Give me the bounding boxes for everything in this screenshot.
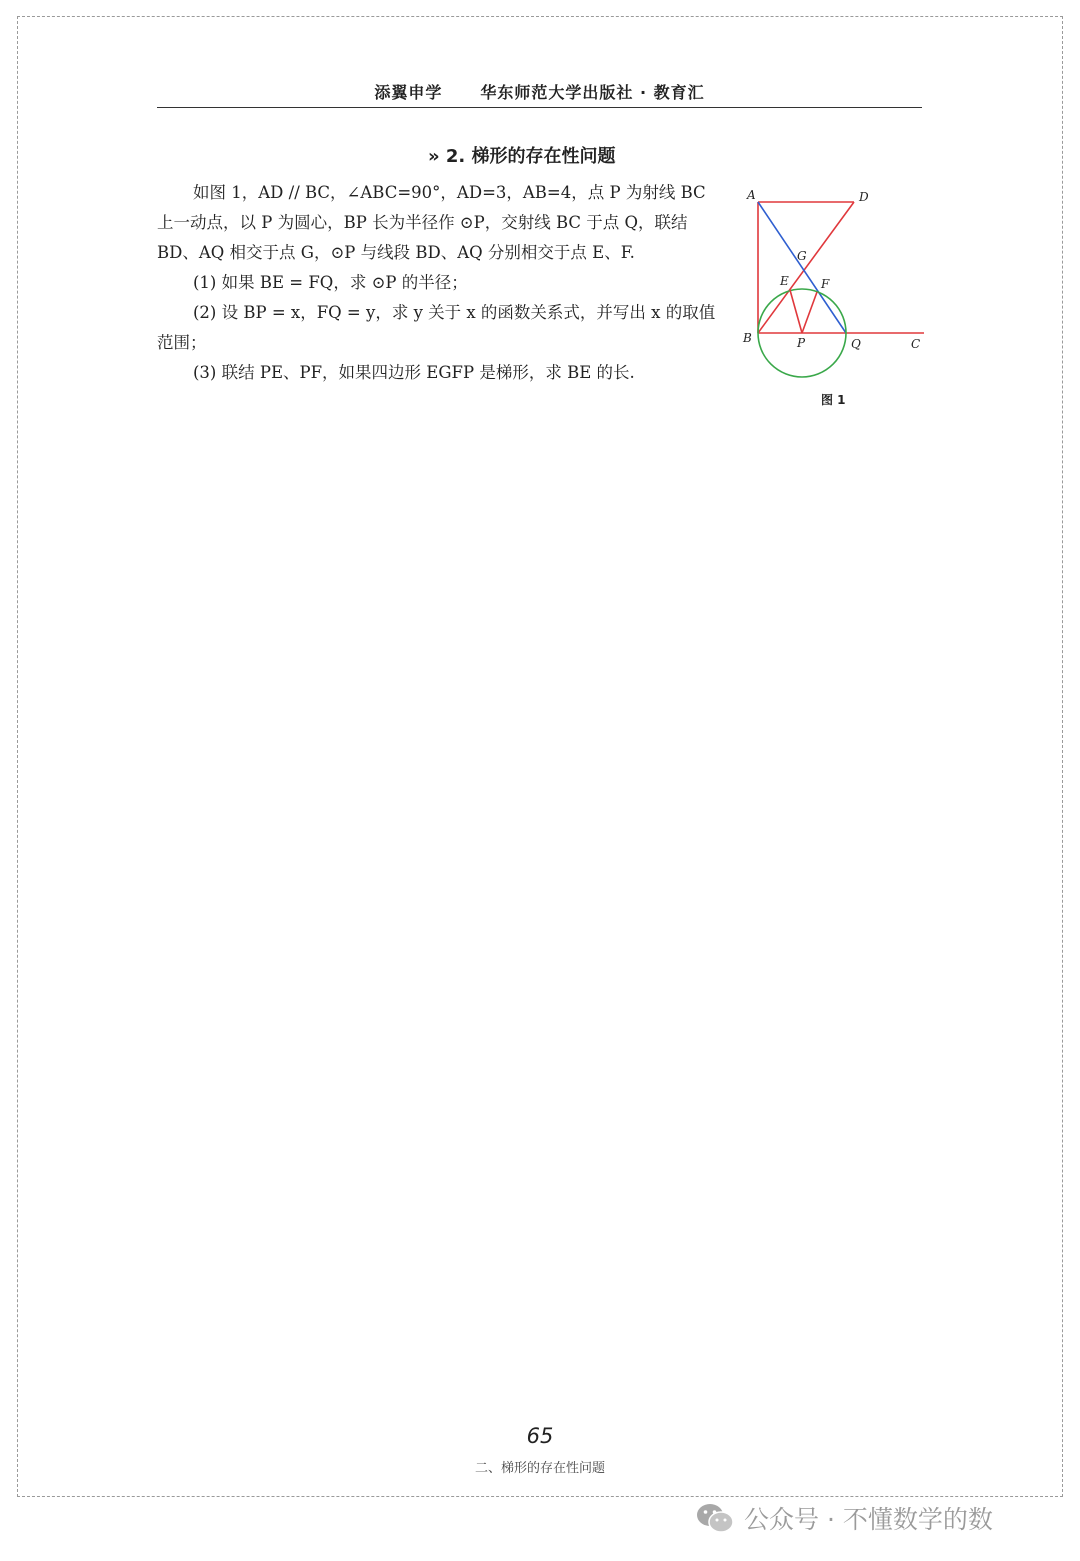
label-a: A — [747, 188, 756, 202]
page-header — [157, 80, 922, 106]
label-b: B — [743, 331, 752, 345]
geometry-figure — [738, 180, 930, 412]
watermark-text: 公众号 · 不懂数学的数 — [744, 1505, 993, 1534]
section-title: » 2. 梯形的存在性问题 — [428, 146, 616, 167]
header-rule — [157, 107, 922, 108]
header-left: 添翼申学 — [374, 83, 443, 102]
segment-bd — [758, 202, 854, 333]
label-p: P — [797, 336, 806, 350]
question-3: (3) 联结 PE、PF，如果四边形 EGFP 是梯形，求 BE 的长. — [193, 363, 635, 382]
label-e: E — [780, 274, 789, 288]
label-f: F — [821, 277, 830, 291]
label-g: G — [797, 249, 807, 263]
page-number: 65 — [526, 1424, 554, 1448]
problem-text — [157, 178, 722, 388]
label-d: D — [859, 190, 869, 204]
wechat-icon — [696, 1502, 734, 1534]
problem-intro: 如图 1，AD // BC，∠ABC=90°，AD=3，AB=4，点 P 为射线 BC 上一动点，以 P 为圆心，BP 长为半径作 ⊙P，交射线 BC 于点 Q，联结 BD、AQ 相交于点 G，⊙P 与线段 BD、AQ 分别相交于点 E、F. — [157, 183, 706, 262]
watermark — [696, 1500, 993, 1536]
segment-aq — [758, 202, 846, 333]
question-1: (1) 如果 BE = FQ，求 ⊙P 的半径； — [193, 273, 468, 292]
header-right: 华东师范大学出版社 · 教育汇 — [480, 83, 705, 102]
label-q: Q — [851, 337, 861, 351]
segment-pe — [790, 290, 802, 333]
figure-svg — [738, 180, 930, 412]
label-c: C — [911, 337, 921, 351]
segment-pf — [802, 292, 817, 333]
question-2: (2) 设 BP = x，FQ = y，求 y 关于 x 的函数关系式，并写出 x 的取值范围； — [157, 303, 716, 352]
figure-caption: 图 1 — [821, 393, 846, 407]
footer-chapter: 二、梯形的存在性问题 — [474, 1461, 605, 1476]
